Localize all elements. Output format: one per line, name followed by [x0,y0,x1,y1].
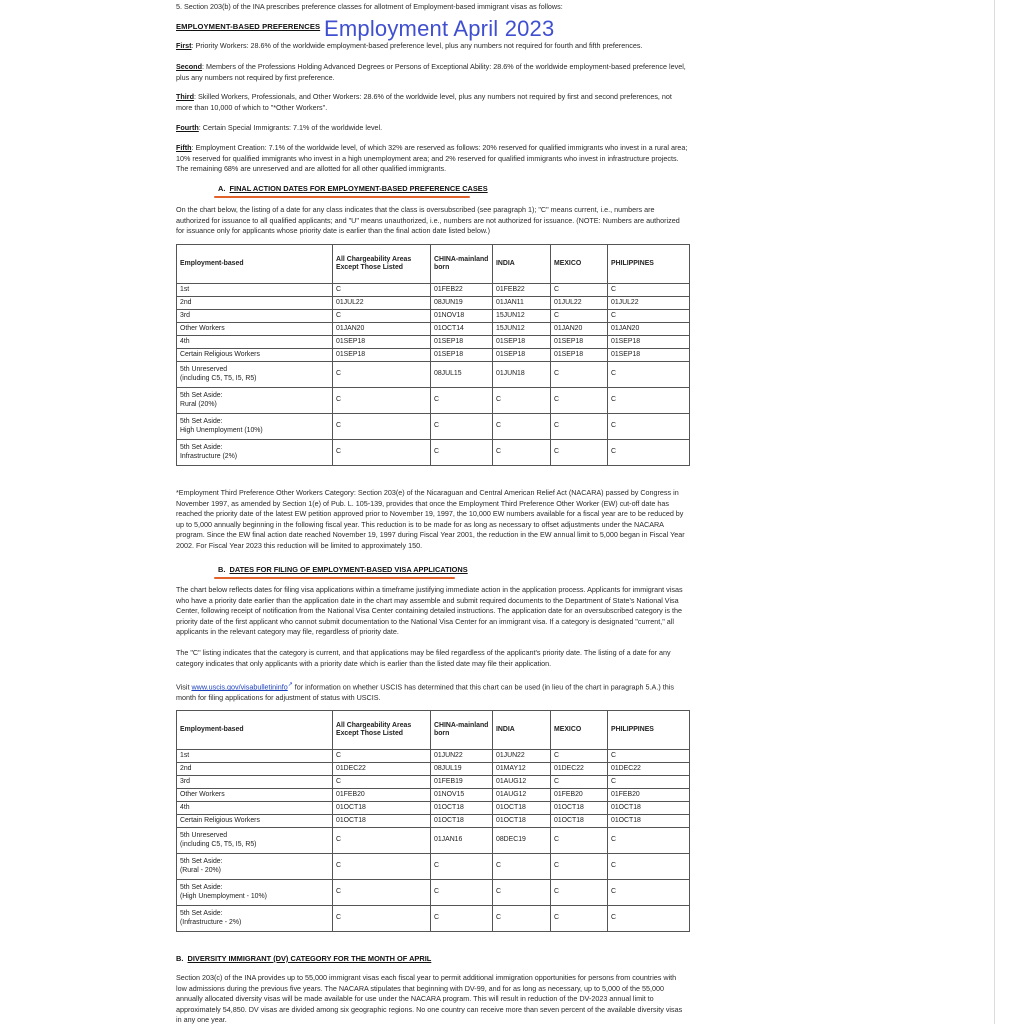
section-dv-text: Section 203(c) of the INA provides up to 55,000 immigrant visas each fiscal year to permit additional immigration opportunities for persons from countries with low admissions during the previous five years. The NACARA stipulates that beginning with DV-99, and for as long as necessary, up to 5,000 of the 55,000 annually allocated diversity visas will be made available for use under the NACARA program. This will result in reduction of the DV-2023 annual limit to approximately 54,850. DV visas are divided among six geographic regions. No one country can receive more than seven percent of the available diversity visas in any one year. [176,973,683,1024]
date-cell: 01OCT18 [551,802,608,815]
section-a-prefix: A. [218,184,226,193]
category-cell: 2nd [177,297,333,310]
header-employment-based: Employment-based [177,245,333,284]
preference-first [176,41,688,52]
date-cell: 01OCT18 [333,815,431,828]
section-dv-heading [176,954,431,963]
section-a-accent-underline [214,196,470,198]
visit-suffix: for information on whether USCIS has determined that this chart can be used (in lieu of the chart in paragraph 5.A.) this month for filing applications for adjustment of status with USCIS. [176,682,674,702]
table-row [177,297,690,310]
date-cell: C [493,854,551,880]
date-cell: C [493,414,551,440]
date-cell: 08JUL19 [431,763,493,776]
date-cell: C [333,776,431,789]
date-cell: C [608,854,690,880]
date-cell: 01FEB20 [551,789,608,802]
table-row [177,815,690,828]
section-b-prefix: B. [218,565,226,574]
dates-for-filing-table [176,710,690,932]
date-cell: 01OCT18 [333,802,431,815]
category-cell: 3rd [177,776,333,789]
date-cell: C [608,828,690,854]
preference-second-lead: Second [176,62,202,71]
date-cell: 01FEB20 [608,789,690,802]
uscis-visa-bulletin-link[interactable]: www.uscis.gov/visabulletininfo [191,682,288,692]
date-cell: C [333,906,431,932]
table-row [177,336,690,349]
date-cell: 01NOV15 [431,789,493,802]
header-china: CHINA-mainland born [431,245,493,284]
date-cell: C [333,750,431,763]
preference-fourth-text: : Certain Special Immigrants: 7.1% of the worldwide level. [198,123,383,132]
section-dv-prefix: B. [176,954,184,963]
date-cell: C [431,388,493,414]
date-cell: C [333,440,431,466]
date-cell: 15JUN12 [493,310,551,323]
date-cell: 01AUG12 [493,776,551,789]
date-cell: C [333,362,431,388]
date-cell: C [551,750,608,763]
table-row [177,440,690,466]
date-cell: 01SEP18 [551,349,608,362]
section-b-paragraph-2: The "C" listing indicates that the category is current, and that applications may be filed regardless of the applicant's priority date. The listing of a date for any category indicates that only applicants with a priority date which is earlier than the listed date may file their application. [176,648,671,668]
date-cell: C [551,880,608,906]
date-cell: 01SEP18 [551,336,608,349]
category-cell: Certain Religious Workers [177,349,333,362]
header-china: CHINA-mainland born [431,711,493,750]
category-cell: 1st [177,284,333,297]
date-cell: 15JUN12 [493,323,551,336]
section-dv-title: DIVERSITY IMMIGRANT (DV) CATEGORY FOR THE MONTH OF APRIL [187,954,432,963]
date-cell: 01JAN20 [333,323,431,336]
table-row [177,310,690,323]
date-cell: 01JUL22 [551,297,608,310]
date-cell: 01MAY12 [493,763,551,776]
table-row [177,776,690,789]
date-cell: C [333,880,431,906]
section-a-title: FINAL ACTION DATES FOR EMPLOYMENT-BASED PREFERENCE CASES [229,184,488,193]
table-row [177,880,690,906]
date-cell: 01SEP18 [608,349,690,362]
preference-first-lead: First [176,41,192,50]
final-action-dates-rows [177,284,690,466]
date-cell: C [551,310,608,323]
table-row [177,388,690,414]
date-cell: C [551,776,608,789]
date-cell: 01JUL22 [333,297,431,310]
table-row [177,414,690,440]
date-cell: C [431,906,493,932]
date-cell: 01SEP18 [493,349,551,362]
date-cell: C [333,854,431,880]
preference-fifth-text: : Employment Creation: 7.1% of the worldwide level, of which 32% are reserved as follows: 20% reserved for qualified immigrants who invest in a rural area; 10% reserved for qualified immigrants who invest in a high unemployment area; and 2% reserved for qualified immigrants who invest in infrastructure projects. The remaining 68% are unreserved and are allotted for all other qualified immigrants. [176,143,688,174]
date-cell: 01DEC22 [333,763,431,776]
date-cell: C [551,388,608,414]
date-cell: C [608,440,690,466]
category-cell: 1st [177,750,333,763]
preference-third [176,92,688,113]
category-cell: 5th Unreserved (including C5, T5, I5, R5) [177,828,333,854]
date-cell: C [608,880,690,906]
date-cell: C [493,388,551,414]
header-mexico: MEXICO [551,711,608,750]
date-cell: C [431,440,493,466]
table-row [177,789,690,802]
preference-second-text: : Members of the Professions Holding Advanced Degrees or Persons of Exceptional Ability: 28.6% of the worldwide employment-based preference level, plus any numbers not required by first preference. [176,62,686,82]
date-cell: 01OCT18 [431,815,493,828]
nacara-note: *Employment Third Preference Other Workers Category: Section 203(e) of the Nicaraguan and Central American Relief Act (NACARA) passed by Congress in November 1997, as amended by Section 1(e) of Pub. L. 105-139, provides that once the Employment Third Preference Other Worker (EW) cut-off date has reached the priority date of the latest EW petition approved prior to November 19, 1997, the 10,000 EW numbers available for a fiscal year are to be reduced by up to 5,000 annually beginning in the following fiscal year. This reduction is to be made for as long as necessary to offset adjustments under the NACARA program. Since the EW final action date reached November 19, 1997 during Fiscal Year 2001, the reduction in the EW annual limit to 5,000 began in Fiscal Year 2002. For Fiscal Year 2023 this reduction will be limited to approximately 150. [176,488,685,550]
date-cell: C [333,414,431,440]
table-row [177,349,690,362]
date-cell: 01NOV18 [431,310,493,323]
date-cell: C [608,310,690,323]
table-header-row [177,245,690,284]
date-cell: 01DEC22 [551,763,608,776]
category-cell: 4th [177,802,333,815]
category-cell: 5th Set Aside: (Rural - 20%) [177,854,333,880]
date-cell: C [551,284,608,297]
category-cell: 5th Set Aside: High Unemployment (10%) [177,414,333,440]
header-philippines: PHILIPPINES [608,245,690,284]
section-a-description: On the chart below, the listing of a date for any class indicates that the class is oversubscribed (see paragraph 1); "C" means current, i.e., numbers are authorized for issuance to all qualified applicants; and "U" means unauthorized, i.e., numbers are not authorized for issuance. (NOTE: Numbers are authorized for issuance only for applicants whose priority date is earlier than the final action date listed below.) [176,205,680,236]
section-b-visit-paragraph [176,680,688,704]
date-cell: C [608,414,690,440]
section-b-accent-underline [214,577,455,579]
external-link-icon: ↗ [287,682,293,688]
date-cell: 01AUG12 [493,789,551,802]
date-cell: C [551,414,608,440]
date-cell: 01OCT18 [493,815,551,828]
preference-first-text: : Priority Workers: 28.6% of the worldwide employment-based preference level, plus any numbers not required for fourth and fifth preferences. [191,41,643,50]
date-cell: 01JUN18 [493,362,551,388]
category-cell: 3rd [177,310,333,323]
date-cell: 01OCT14 [431,323,493,336]
date-cell: C [431,880,493,906]
date-cell: C [551,440,608,466]
dates-for-filing-rows [177,750,690,932]
category-cell: 4th [177,336,333,349]
date-cell: 08JUL15 [431,362,493,388]
date-cell: 01JAN20 [608,323,690,336]
date-cell: 01SEP18 [333,336,431,349]
date-cell: 01SEP18 [431,336,493,349]
preference-fifth [176,143,688,175]
date-cell: 01JUL22 [608,297,690,310]
category-cell: Certain Religious Workers [177,815,333,828]
category-cell: 5th Set Aside: (Infrastructure - 2%) [177,906,333,932]
table-header-row [177,711,690,750]
employment-preferences-heading: EMPLOYMENT-BASED PREFERENCES [176,22,321,31]
category-cell: 5th Set Aside: (High Unemployment - 10%) [177,880,333,906]
preference-fifth-lead: Fifth [176,143,192,152]
date-cell: C [431,854,493,880]
date-cell: C [608,388,690,414]
date-cell: C [493,880,551,906]
header-mexico: MEXICO [551,245,608,284]
date-cell: 01SEP18 [608,336,690,349]
visit-prefix: Visit [176,682,192,692]
date-cell: C [333,388,431,414]
category-cell: Other Workers [177,789,333,802]
section-b-paragraph-1: The chart below reflects dates for filing visa applications within a timeframe justifying immediate action in the application process. Applicants for immigrant visas who have a priority date earlier than the application date in the chart may assemble and submit required documents to the Department of State's National Visa Center, following receipt of notification from the National Visa Center containing detailed instructions. The application date for an oversubscribed category is the priority date of the first applicant who cannot submit documentation to the National Visa Center for an immigrant visa. If a category is designated "current," all applicants in the relevant category may file, regardless of priority date. [176,585,683,637]
header-employment-based: Employment-based [177,711,333,750]
date-cell: C [333,284,431,297]
section-b-heading [218,565,468,574]
date-cell: C [333,828,431,854]
date-cell: 01JUN22 [431,750,493,763]
table-row [177,362,690,388]
preference-third-text: : Skilled Workers, Professionals, and Other Workers: 28.6% of the worldwide level, plus any numbers not required by first and second preferences, not more than 10,000 of which to "*Other Workers". [176,92,672,112]
date-cell: C [608,284,690,297]
date-cell: C [333,310,431,323]
category-cell: 2nd [177,763,333,776]
date-cell: 08JUN19 [431,297,493,310]
table-row [177,802,690,815]
preference-fourth [176,123,688,134]
date-cell: C [493,440,551,466]
table-row [177,284,690,297]
date-cell: 01DEC22 [608,763,690,776]
date-cell: 01FEB19 [431,776,493,789]
date-cell: 01JAN11 [493,297,551,310]
header-philippines: PHILIPPINES [608,711,690,750]
date-cell: 01OCT18 [608,802,690,815]
header-india: INDIA [493,245,551,284]
table-row [177,854,690,880]
date-cell: 01OCT18 [551,815,608,828]
date-cell: 01OCT18 [608,815,690,828]
date-cell: 08DEC19 [493,828,551,854]
overlay-title: Employment April 2023 [324,16,555,41]
section-b-title: DATES FOR FILING OF EMPLOYMENT-BASED VISA APPLICATIONS [229,565,468,574]
date-cell: C [551,362,608,388]
category-cell: 5th Set Aside: Infrastructure (2%) [177,440,333,466]
date-cell: C [493,906,551,932]
date-cell: 01SEP18 [493,336,551,349]
section-a-heading [218,184,488,193]
date-cell: C [608,750,690,763]
date-cell: C [608,776,690,789]
preference-second [176,62,688,83]
date-cell: C [608,362,690,388]
header-india: INDIA [493,711,551,750]
table-row [177,323,690,336]
intro-line: 5. Section 203(b) of the INA prescribes preference classes for allotment of Employment-based immigrant visas as follows: [176,2,563,11]
table-row [177,906,690,932]
date-cell: 01FEB22 [431,284,493,297]
date-cell: 01JAN16 [431,828,493,854]
final-action-dates-table [176,244,690,466]
date-cell: 01FEB22 [493,284,551,297]
header-all-chargeability: All Chargeability Areas Except Those Listed [333,245,431,284]
header-all-chargeability: All Chargeability Areas Except Those Listed [333,711,431,750]
date-cell: 01OCT18 [431,802,493,815]
date-cell: C [551,828,608,854]
date-cell: 01SEP18 [431,349,493,362]
date-cell: C [431,414,493,440]
preference-third-lead: Third [176,92,194,101]
page-edge-divider [994,0,995,1024]
table-row [177,750,690,763]
date-cell: C [551,906,608,932]
date-cell: C [608,906,690,932]
date-cell: 01JAN20 [551,323,608,336]
category-cell: Other Workers [177,323,333,336]
table-row [177,763,690,776]
category-cell: 5th Set Aside: Rural (20%) [177,388,333,414]
date-cell: 01JUN22 [493,750,551,763]
date-cell: 01OCT18 [493,802,551,815]
category-cell: 5th Unreserved (including C5, T5, I5, R5) [177,362,333,388]
date-cell: 01FEB20 [333,789,431,802]
date-cell: C [551,854,608,880]
table-row [177,828,690,854]
preference-fourth-lead: Fourth [176,123,199,132]
date-cell: 01SEP18 [333,349,431,362]
